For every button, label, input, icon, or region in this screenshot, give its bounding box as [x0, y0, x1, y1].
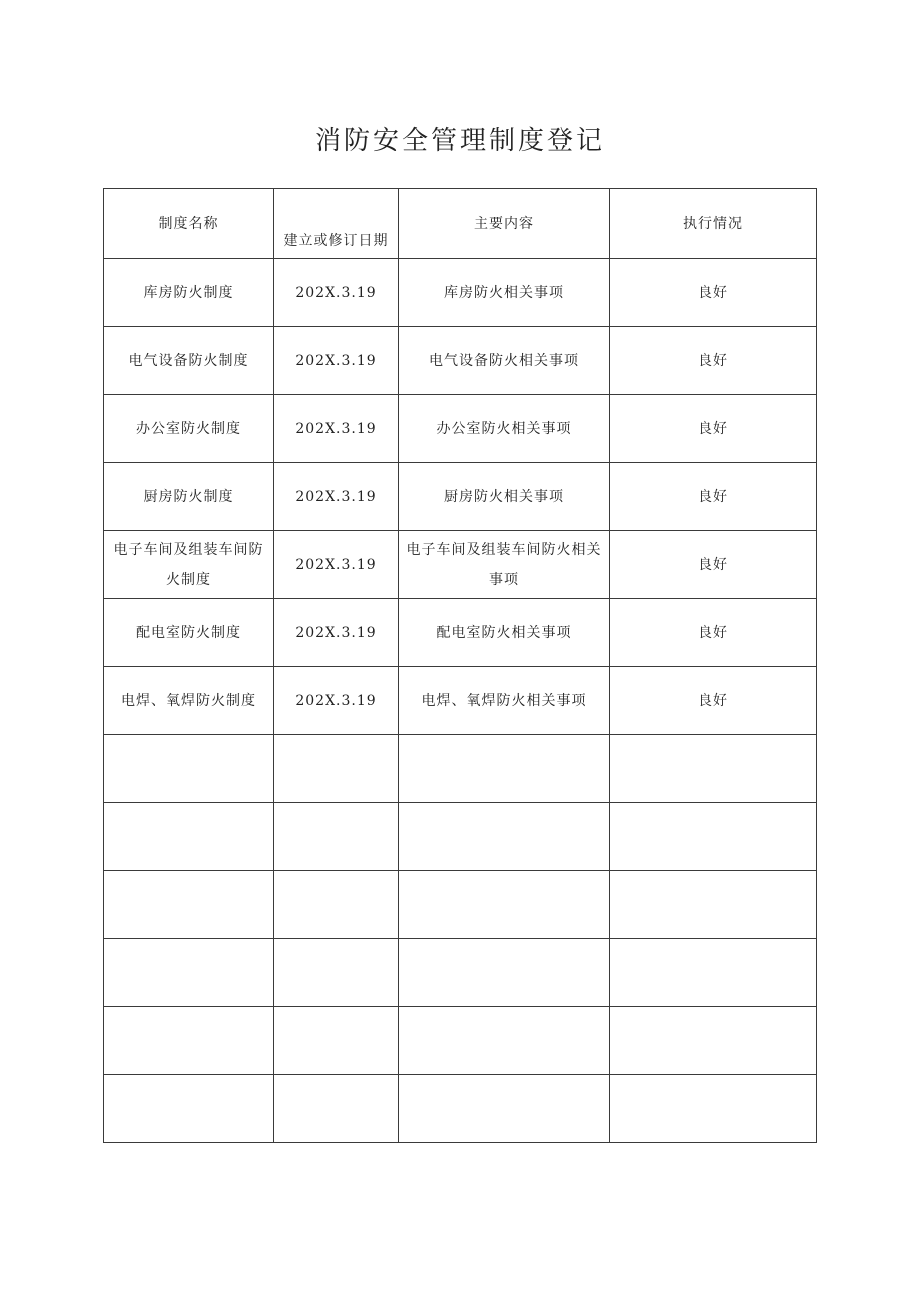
cell-date: 202X.3.19 — [274, 667, 399, 735]
cell-status: 良好 — [610, 667, 817, 735]
cell-content: 电气设备防火相关事项 — [399, 327, 610, 395]
page-title: 消防安全管理制度登记 — [314, 126, 605, 156]
table-row — [104, 667, 817, 735]
cell-content — [399, 803, 610, 871]
cell-content — [399, 735, 610, 803]
cell-date: 202X.3.19 — [274, 599, 399, 667]
cell-date: 202X.3.19 — [274, 327, 399, 395]
cell-system-name: 库房防火制度 — [104, 259, 274, 327]
cell-system-name — [104, 871, 274, 939]
header-status: 执行情况 — [610, 189, 817, 259]
table-row — [104, 939, 817, 1007]
cell-date — [274, 939, 399, 1007]
table-row — [104, 259, 817, 327]
cell-content: 厨房防火相关事项 — [399, 463, 610, 531]
cell-date: 202X.3.19 — [274, 463, 399, 531]
cell-date: 202X.3.19 — [274, 395, 399, 463]
cell-system-name — [104, 1007, 274, 1075]
cell-content — [399, 1075, 610, 1143]
cell-date — [274, 735, 399, 803]
cell-system-name — [104, 803, 274, 871]
table-row — [104, 463, 817, 531]
header-system-name: 制度名称 — [104, 189, 274, 259]
cell-status — [610, 735, 817, 803]
header-date: 建立或修订日期 — [274, 189, 399, 259]
cell-content — [399, 871, 610, 939]
cell-status — [610, 803, 817, 871]
cell-status: 良好 — [610, 531, 817, 599]
cell-content: 电子车间及组装车间防火相关事项 — [399, 531, 610, 599]
cell-date — [274, 803, 399, 871]
cell-date — [274, 1075, 399, 1143]
table-row — [104, 327, 817, 395]
cell-system-name: 办公室防火制度 — [104, 395, 274, 463]
cell-content: 配电室防火相关事项 — [399, 599, 610, 667]
cell-content: 办公室防火相关事项 — [399, 395, 610, 463]
cell-date: 202X.3.19 — [274, 259, 399, 327]
cell-system-name — [104, 939, 274, 1007]
cell-status: 良好 — [610, 259, 817, 327]
table-row — [104, 1007, 817, 1075]
table-row — [104, 735, 817, 803]
cell-date: 202X.3.19 — [274, 531, 399, 599]
cell-system-name: 厨房防火制度 — [104, 463, 274, 531]
cell-content: 电焊、氧焊防火相关事项 — [399, 667, 610, 735]
cell-system-name — [104, 735, 274, 803]
cell-content — [399, 1007, 610, 1075]
cell-status: 良好 — [610, 463, 817, 531]
cell-status: 良好 — [610, 327, 817, 395]
cell-status — [610, 1007, 817, 1075]
cell-content — [399, 939, 610, 1007]
cell-system-name: 电子车间及组装车间防火制度 — [104, 531, 274, 599]
cell-status: 良好 — [610, 599, 817, 667]
header-content: 主要内容 — [399, 189, 610, 259]
cell-content: 库房防火相关事项 — [399, 259, 610, 327]
table-row — [104, 395, 817, 463]
cell-status — [610, 939, 817, 1007]
header-row — [104, 189, 817, 259]
table-row — [104, 803, 817, 871]
table-row — [104, 1075, 817, 1143]
table-row — [104, 531, 817, 599]
cell-date — [274, 871, 399, 939]
cell-system-name: 配电室防火制度 — [104, 599, 274, 667]
table-row — [104, 599, 817, 667]
cell-status — [610, 1075, 817, 1143]
cell-status — [610, 871, 817, 939]
cell-system-name — [104, 1075, 274, 1143]
cell-date — [274, 1007, 399, 1075]
registration-table — [103, 188, 817, 1143]
cell-system-name: 电焊、氧焊防火制度 — [104, 667, 274, 735]
table-row — [104, 871, 817, 939]
cell-status: 良好 — [610, 395, 817, 463]
cell-system-name: 电气设备防火制度 — [104, 327, 274, 395]
